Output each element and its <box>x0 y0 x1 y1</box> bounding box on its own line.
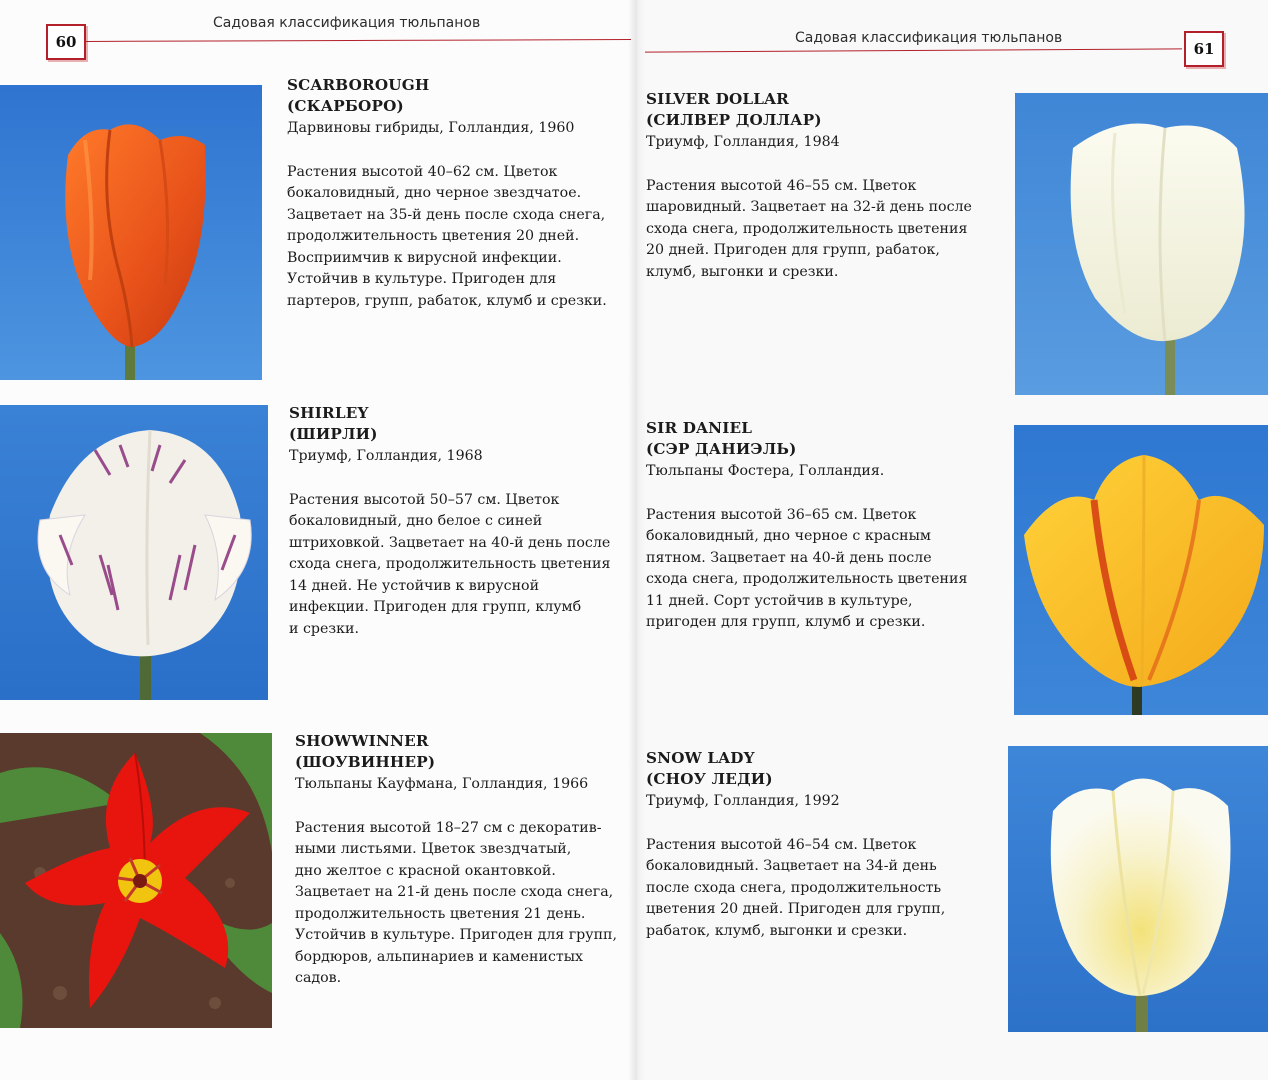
yellow-tulip-image <box>1014 425 1268 715</box>
cream-tulip-image <box>1015 93 1268 395</box>
variety-description: Растения высотой 50–57 см. Цветок бокаловидный, дно белое с синей штриховкой. Зацветает на 40-й день после схода снега, продолжительность цветения 14 дней. Не устойчив к вирусной инфекции. Пригоден для групп, клумб и срезки. <box>289 491 611 637</box>
variety-name: SILVER DOLLAR <box>646 90 789 108</box>
variety-description: Растения высотой 46–54 см. Цветок бокаловидный. Зацветает на 34-й день после схода снега, продолжительность цветения 20 дней. Пригоден для групп, рабаток, клумб, выгонки и срезки. <box>646 836 946 939</box>
book-gutter <box>628 0 646 1080</box>
variety-name: SHOWWINNER <box>295 732 429 750</box>
variety-name-ru: (СИЛВЕР ДОЛЛАР) <box>646 111 822 129</box>
variety-name: SCARBOROUGH <box>287 76 430 94</box>
photo-shirley <box>0 405 268 700</box>
variety-description: Растения высотой 46–55 см. Цветок шаровидный. Зацветает на 32-й день после схода снега, продолжительность цветения 20 дней. Пригоден для групп, рабаток, клумб, выгонки и срезки. <box>646 177 972 280</box>
variety-description: Растения высотой 40–62 см. Цветок бокаловидный, дно черное звездчатое. Зацветает на 35-й день после схода снега, продолжительность цветения 20 дней. Восприимчив к вирусной инфекции. Устойчив в культуре. Пригоден для партеров, групп, рабаток, клумб и срезки. <box>287 163 607 309</box>
variety-origin: Триумф, Голландия, 1984 <box>646 134 840 150</box>
variety-name: SHIRLEY <box>289 404 369 422</box>
variety-name: SIR DANIEL <box>646 419 753 437</box>
photo-sir-daniel <box>1014 425 1268 715</box>
entry-shirley <box>289 403 610 640</box>
variety-name-ru: (СКАРБОРО) <box>287 97 404 115</box>
entry-scarborough <box>287 75 607 312</box>
variety-description: Растения высотой 36–65 см. Цветок бокаловидный, дно черное с красным пятном. Зацветает на 40-й день после схода снега, продолжительность цветения 11 дней. Сорт устойчив в культуре, пригоден для групп, клумб и срезки. <box>646 506 968 630</box>
variety-name-ru: (ШИРЛИ) <box>289 425 378 443</box>
entry-snow-lady <box>646 748 945 942</box>
photo-snow-lady <box>1008 746 1268 1032</box>
orange-tulip-image <box>0 85 262 380</box>
photo-silver-dollar <box>1015 93 1268 395</box>
variety-name-ru: (СНОУ ЛЕДИ) <box>646 770 773 788</box>
entry-silver-dollar <box>646 89 972 283</box>
left-page-number: 60 <box>46 24 86 60</box>
right-page-number: 61 <box>1184 31 1224 67</box>
variety-name-ru: (СЭР ДАНИЭЛЬ) <box>646 440 797 458</box>
right-running-title: Садовая классификация тюльпанов <box>795 30 1063 46</box>
variety-origin: Тюльпаны Фостера, Голландия. <box>646 463 885 479</box>
left-running-title: Садовая классификация тюльпанов <box>213 15 481 31</box>
variety-origin: Тюльпаны Кауфмана, Голландия, 1966 <box>295 776 589 792</box>
red-tulip-image <box>0 733 272 1028</box>
variety-description: Растения высотой 18–27 см с декоратив- ными листьями. Цветок звездчатый, дно желтое с красной окантовкой. Зацветает на 21-й день после схода снега, продолжительность цветения 21 день. Устойчив в культуре. Пригоден для групп, бордюров, альпинариев и каменистых садов. <box>295 819 617 986</box>
variety-name-ru: (ШОУВИННЕР) <box>295 753 436 771</box>
white-yellow-tulip-image <box>1008 746 1268 1032</box>
photo-showwinner <box>0 733 272 1028</box>
photo-scarborough <box>0 85 262 380</box>
entry-showwinner <box>295 731 617 990</box>
variety-name: SNOW LADY <box>646 749 755 767</box>
white-purple-tulip-image <box>0 405 268 700</box>
variety-origin: Триумф, Голландия, 1992 <box>646 793 840 809</box>
entry-sir-daniel <box>646 418 967 634</box>
variety-origin: Триумф, Голландия, 1968 <box>289 448 483 464</box>
variety-origin: Дарвиновы гибриды, Голландия, 1960 <box>287 120 575 136</box>
